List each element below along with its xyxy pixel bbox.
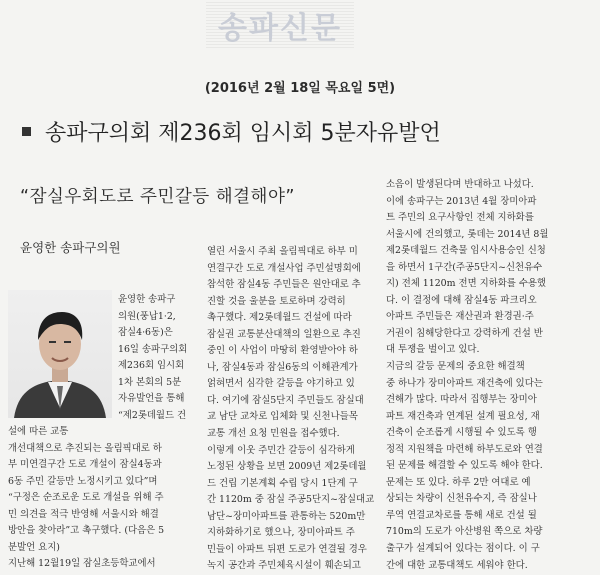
body-text-line: 상되는 차량이 신천유수지, 즉 잠실나: [386, 493, 537, 505]
body-text-line: 드 건립 기본계획 수립 당시 1단계 구: [207, 477, 358, 489]
body-text-line: 건축이 순조롭게 시행될 수 있도록 행: [386, 427, 537, 439]
body-text-line: 대 투쟁을 벌이고 있다.: [386, 344, 480, 356]
body-text-line: 설에 따른 교통: [8, 426, 69, 437]
portrait-illustration: [8, 290, 112, 418]
body-text-line: 출구가 설계되어 있다는 점이다. 이 구: [386, 543, 540, 555]
body-text-line: 을 하면서 1구간(주공5단지~신천유수: [386, 261, 543, 273]
body-text-line: 중인 이 사업이 마땅히 환영받아야 하: [207, 345, 358, 357]
body-text-line: 이렇게 이웃 주민간 갈등이 심각하게: [207, 444, 355, 456]
article-byline: 윤영한 송파구의원: [20, 240, 121, 255]
body-text-line: 자유발언을 통해: [118, 393, 185, 405]
body-text-line: “제2롯데월드 건: [118, 409, 187, 421]
body-text-line: 16일 송파구의회: [118, 343, 188, 355]
body-text-line: 아파트 주민들은 재산권과 환경권·주: [386, 311, 534, 323]
body-text-line: 1차 본회의 5분: [118, 376, 182, 388]
body-text-line: 된 문제를 해결할 수 있도록 해야 한다.: [386, 460, 543, 472]
body-text-line: 제2롯데월드 건축물 임시사용승인 신청: [386, 245, 546, 257]
body-column-1-bottom: [8, 424, 204, 573]
body-text-line: 소음이 발생된다며 반대하고 나섰다.: [386, 179, 534, 190]
councilor-portrait-photo: [8, 290, 112, 418]
headline-text: 송파구의회 제236회 임시회 5분자유발언: [45, 121, 441, 146]
body-text-line: 6동 주민 갈등만 노정시키고 있다”며: [8, 475, 158, 487]
article-headline: [22, 116, 441, 147]
article-subheadline: “잠실우회도로 주민갈등 해결해야”: [20, 187, 295, 207]
body-text-line: 지금의 갈등 문제의 중요한 해결책: [386, 361, 525, 373]
square-bullet-icon: [22, 127, 31, 136]
body-text-line: 분발언 요지): [8, 541, 60, 553]
body-text-line: 문제는 또 있다. 하루 2만 여대로 예: [386, 476, 531, 488]
body-column-1-top: [118, 292, 200, 424]
body-text-line: 다. 이 결정에 대해 잠실4동 파크리오: [386, 294, 537, 306]
body-text-line: 중 하나가 장미아파트 재건축에 있다는: [386, 377, 543, 389]
body-text-line: “구정은 순조로운 도로 개설을 위해 주: [8, 492, 164, 504]
body-text-line: 서울시에 건의했고, 롯데는 2014년 8월: [386, 228, 549, 240]
body-column-3: [386, 177, 594, 574]
body-text-line: 윤영한 송파구: [118, 294, 176, 305]
body-text-line: 루역 연결교차로를 통해 새로 건설 될: [386, 509, 537, 521]
body-text-line: 제236회 임시회: [118, 360, 185, 372]
body-text-line: 교 남단 교차로 입체화 및 신천나들목: [207, 411, 358, 423]
body-text-line: 교통 개선 요청 민원을 접수했다.: [207, 428, 340, 440]
body-text-line: 견해가 많다. 따라서 집행부는 장미아: [386, 394, 537, 406]
body-text-line: 의원(풍납1·2,: [118, 310, 176, 322]
body-text-line: 710m의 도로가 아산병원 쪽으로 차량: [386, 526, 543, 538]
body-column-2: [207, 244, 382, 575]
body-text-line: 진할 것을 울분을 토로하며 강력히: [207, 295, 346, 307]
body-text-line: 녹지 공간과 주민체육시설이 훼손되고: [207, 560, 361, 572]
body-text-line: 다. 여기에 잠실5단지 주민들도 잠실대: [207, 394, 364, 406]
body-text-line: 노정된 상황을 보면 2009년 제2롯데월: [207, 461, 367, 473]
body-text-line: 잠실4·6동)은: [118, 327, 173, 339]
body-text-line: 민 의견을 적극 반영해 서울시와 해결: [8, 508, 159, 520]
body-text-line: 열린 서울시 주최 올림픽대로 하부 미: [207, 246, 358, 257]
body-text-line: 거권이 침해당한다고 강력하게 건설 반: [386, 327, 543, 339]
body-text-line: 지하화하기로 했으나, 장미아파트 주: [207, 527, 355, 539]
body-text-line: 남단~장미아파트를 관통하는 520m만: [207, 510, 366, 522]
body-text-line: 나, 잠실4동과 잠실6동의 이해관계가: [207, 361, 358, 373]
body-text-line: 간 1120m 중 잠실 주공5단지~잠실대교: [207, 494, 375, 506]
body-text-line: 연결구간 도로 개설사업 주민설명회에: [207, 262, 361, 274]
body-text-line: 이에 송파구는 2013년 4월 장미아파: [386, 195, 537, 207]
body-text-line: 잠실권 교통분산대책의 일환으로 추진: [207, 328, 361, 340]
body-text-line: 정적 지원책을 마련해 하부도로와 연결: [386, 443, 543, 455]
publication-dateline: (2016년 2월 18일 목요일 5면): [204, 81, 396, 96]
body-text-line: 지) 전체 1120m 전면 지하화를 수용했: [386, 278, 546, 290]
body-text-line: 간에 대한 교통대책도 세워야 한다.: [386, 559, 528, 571]
body-text-line: 부 미연결구간 도로 개설이 잠실4동과: [8, 459, 162, 471]
newspaper-masthead: 송파신문: [206, 2, 354, 48]
body-text-line: 얽혀면서 심각한 갈등을 야기하고 있: [207, 378, 355, 390]
body-text-line: 방안을 찾아라”고 촉구했다. (다음은 5: [8, 525, 165, 537]
body-text-line: 파트 재건축과 연계된 설계 필요성, 재: [386, 410, 540, 422]
body-text-line: 트 주민의 요구사항인 전체 지하화를: [386, 212, 534, 224]
body-text-line: 촉구했다. 제2롯데월드 건설에 따라: [207, 312, 352, 324]
body-text-line: 참석한 잠실4동 주민들은 원안대로 추: [207, 279, 361, 291]
body-text-line: 지난해 12월19일 잠실초등학교에서: [8, 558, 156, 570]
body-text-line: 개선대책으로 추진되는 올림픽대로 하: [8, 442, 162, 454]
body-text-line: 민들이 아파트 뒤편 도로가 연결될 경우: [207, 543, 367, 555]
